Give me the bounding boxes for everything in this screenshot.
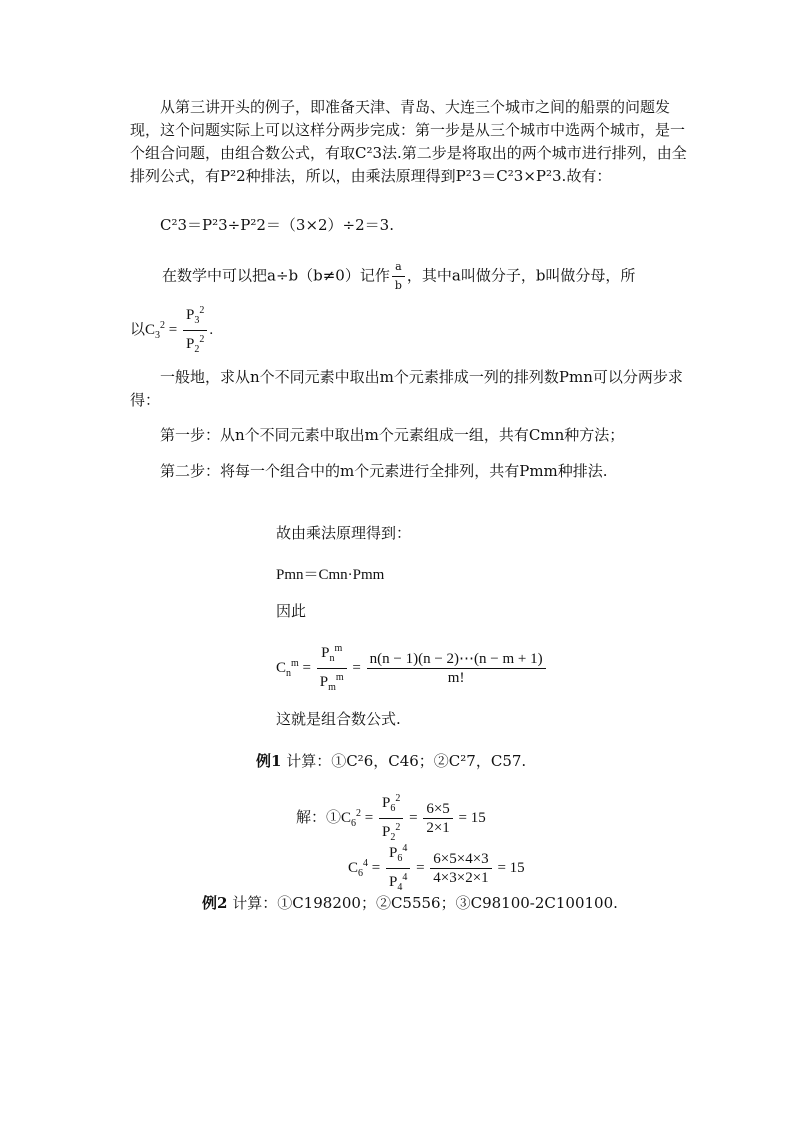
- sol1-p-den: P: [382, 824, 391, 840]
- c32-den-sub: 2: [194, 344, 200, 355]
- solution-label: 解：①: [296, 809, 342, 826]
- formula-f1-den: P: [319, 674, 329, 690]
- sol1-c-sup: 2: [356, 807, 362, 819]
- sol1-n-num: 6×5: [423, 800, 452, 819]
- c32-fraction: [183, 302, 207, 359]
- formula-equals-1: =: [302, 659, 312, 676]
- step-two: 第二步：将每一个组合中的m个元素进行全排列，共有Pmm种排法.: [160, 462, 608, 480]
- example-1-text: 计算：①C²6，C46；②C²7，C57.: [281, 752, 527, 770]
- c32-num-sup: 2: [199, 305, 205, 316]
- example-1: [256, 750, 526, 773]
- sol2-equals: =: [371, 859, 381, 876]
- sol2-equals-2: =: [416, 859, 425, 876]
- fraction-denominator: b: [394, 279, 402, 292]
- intro-text: 从第三讲开头的例子，即准备天津、青岛、大连三个城市之间的船票的问题发现，这个问题实际上可以这样分两步完成：第一步是从三个城市中选两个城市，是一个组合问题，由组合数公式，有取C²3法.第二步是将取出的两个城市进行排列，由全排列公式，有P²2种排法，所以，由乘法原理得到P²3＝C²3×P²3.故有：: [130, 98, 687, 185]
- sol2-p-fraction: [386, 840, 410, 897]
- sol2-n-num: 6×5×4×3: [430, 850, 491, 869]
- formula-c-sup: m: [291, 657, 299, 669]
- general-text: 一般地，求从n个不同元素中取出m个元素排成一列的排列数Pmn可以分两步求得：: [130, 368, 683, 409]
- sol2-c-sup: 4: [363, 857, 369, 869]
- formula-f2-num: n(n − 1)(n − 2)⋯(n − m + 1): [367, 650, 546, 669]
- equation-pmn: Pmn＝Cmn·Pmm: [276, 567, 385, 583]
- sol2-p-den-sup: 4: [402, 872, 408, 883]
- fraction-numerator: a: [392, 258, 405, 277]
- example-2-text: 计算：①C198200；②C5556；③C98100-2C100100.: [227, 894, 618, 912]
- c32-formula: [130, 302, 213, 359]
- formula-f1-num-sub: n: [329, 653, 335, 664]
- c32-period: .: [209, 321, 214, 338]
- sol1-c-sub: 6: [351, 817, 357, 829]
- sol1-p-num-sup: 2: [395, 793, 401, 804]
- formula-fraction-2: [367, 650, 546, 687]
- combination-formula: [276, 640, 548, 697]
- solution-line-2: [348, 840, 525, 897]
- c32-prefix: 以C: [130, 321, 156, 338]
- general-paragraph: [130, 366, 690, 412]
- sol2-c-sub: 6: [358, 867, 364, 879]
- fraction-a-over-b: [392, 258, 405, 295]
- c32-sub: 3: [155, 329, 161, 341]
- sol1-p-den-sup: 2: [395, 822, 401, 833]
- c32-num-p: P: [185, 307, 195, 323]
- formula-fraction-1: [317, 640, 347, 697]
- fraction-definition-line: [162, 258, 635, 295]
- formula-f1-den-sup: m: [335, 672, 344, 683]
- sol2-p-den-sub: 4: [397, 882, 403, 893]
- sol2-p-num: P: [388, 845, 398, 861]
- hence-label: 因此: [276, 602, 307, 620]
- step-one: 第一步：从n个不同元素中取出m个元素组成一组，共有Cmn种方法；: [160, 426, 625, 444]
- sol2-p-num-sup: 4: [402, 843, 408, 854]
- sol1-equals-2: =: [409, 809, 418, 826]
- formula-equals-2: =: [352, 659, 361, 676]
- sol2-n-den: 4×3×2×1: [433, 870, 489, 886]
- sol2-n-fraction: [430, 850, 491, 887]
- sol1-p-fraction: [379, 790, 403, 847]
- therefore-line: 故由乘法原理得到：: [276, 524, 412, 542]
- c32-den-p: P: [185, 336, 195, 352]
- sol1-p-den-sub: 2: [390, 832, 396, 843]
- example-2: [202, 892, 618, 915]
- sol1-equals: =: [364, 809, 374, 826]
- sol2-p-den: P: [388, 874, 398, 890]
- intro-paragraph: [130, 96, 690, 188]
- formula-c-sub: n: [286, 667, 292, 679]
- formula-f2-den: m!: [447, 670, 465, 686]
- sol2-result: = 15: [497, 859, 525, 876]
- fraction-def-after: ，其中a叫做分子，b叫做分母，所: [406, 266, 636, 285]
- formula-f1-num-sup: m: [334, 643, 343, 654]
- example-2-label: 例2: [202, 894, 228, 912]
- c32-equals: =: [168, 321, 178, 338]
- conclusion-line: 这就是组合数公式.: [276, 710, 401, 728]
- sol1-result: = 15: [458, 809, 486, 826]
- sol1-n-fraction: [423, 800, 452, 837]
- sol1-p-num-sub: 6: [390, 803, 396, 814]
- example-1-label: 例1: [256, 752, 282, 770]
- equation-c23: C²3＝P²3÷P²2＝（3×2）÷2＝3.: [160, 216, 394, 234]
- sol1-p-num: P: [382, 795, 391, 811]
- c32-num-sub: 3: [194, 315, 200, 326]
- sol2-p-num-sub: 6: [397, 853, 403, 864]
- c32-sup: 2: [160, 319, 166, 331]
- c32-den-sup: 2: [199, 334, 205, 345]
- sol1-c: C: [341, 809, 352, 826]
- fraction-def-before: 在数学中可以把a÷b（b≠0）记作: [162, 266, 390, 285]
- formula-f1-num: P: [321, 645, 330, 661]
- formula-c: C: [276, 659, 287, 676]
- formula-f1-den-sub: m: [328, 682, 336, 693]
- sol2-c: C: [348, 859, 359, 876]
- sol1-n-den: 2×1: [426, 820, 450, 836]
- solution-line-1: [296, 790, 486, 847]
